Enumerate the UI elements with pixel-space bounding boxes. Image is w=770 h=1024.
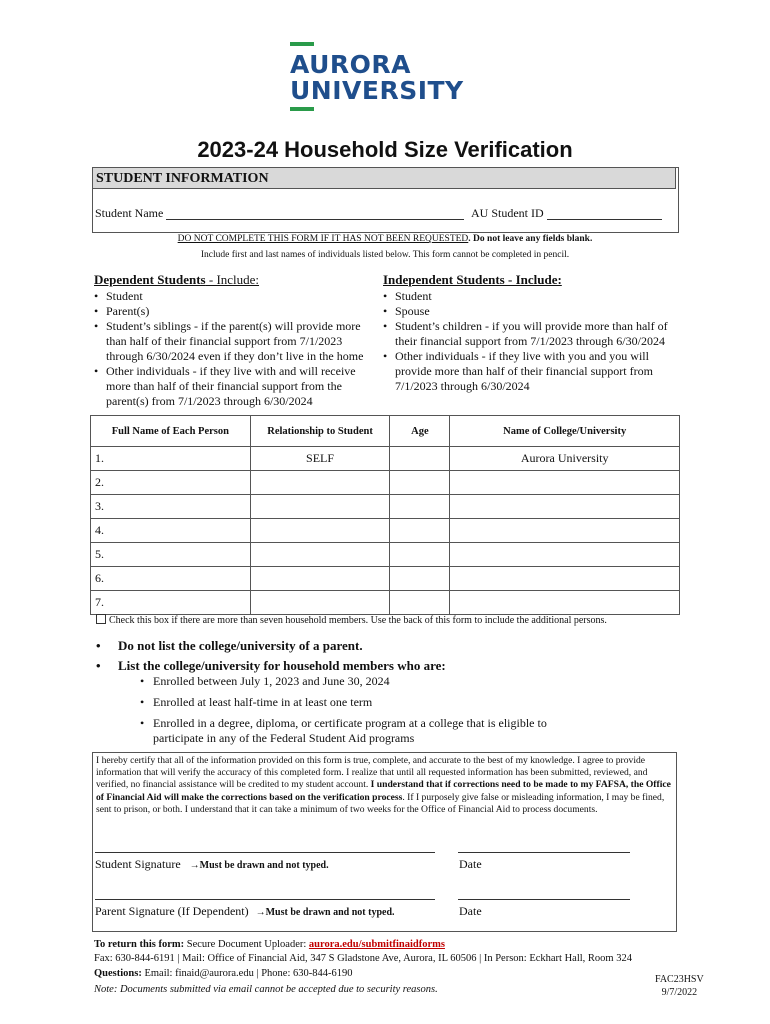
student-date-field[interactable] (458, 852, 630, 853)
cell-college[interactable]: Aurora University (450, 447, 680, 471)
cell-relationship[interactable] (250, 567, 390, 591)
rule-text: Do not list the college/university of a parent. (118, 638, 363, 653)
list-item: • Enrolled at least half-time in at least one term (140, 695, 373, 709)
logo-bar-bottom (290, 107, 314, 111)
cert-text-bold: I understand that if corrections need to be made to my FAFSA, the Office of Financial Aid will make the corrections based on the verification process (96, 779, 671, 803)
logo-line-2: UNIVERSITY (290, 76, 464, 105)
cell-relationship[interactable] (250, 591, 390, 615)
cell-age[interactable] (390, 567, 450, 591)
enrollment-text: Enrolled between July 1, 2023 and June 30, 2024 (153, 674, 390, 688)
list-item: • Student’s children - if you will provide more than half of their financial support from 7/1/2023 through 6/30/2024 (383, 319, 673, 349)
enrollment-text: Enrolled in a degree, diploma, or certificate program at a college that is eligible to participate in any of the Federal Student Aid programs (153, 716, 547, 745)
instruction-line: Include first and last names of individuals listed below. This form cannot be completed in pencil. (200, 250, 570, 260)
list-item: • Student (94, 289, 380, 304)
rule-text: List the college/university for household members who are: (118, 658, 446, 673)
cell-name[interactable]: 4. (91, 519, 251, 543)
cell-age[interactable] (390, 495, 450, 519)
cell-relationship[interactable]: SELF (250, 447, 390, 471)
parent-date-label: Date (459, 904, 482, 918)
return-label: To return this form: (94, 939, 185, 950)
questions-label: Questions: (94, 968, 142, 979)
col-header-college: Name of College/University (450, 416, 680, 447)
table-row (91, 519, 680, 543)
dependent-heading-bold: Dependent Students (94, 272, 206, 287)
form-code: FAC23HSV (655, 974, 704, 985)
fax-line: Fax: 630-844-6191 | Mail: Office of Financial Aid, 347 S Gladstone Ave, Aurora, IL 60506 | In Person: Eckhart Hall, Room 324 (94, 953, 632, 964)
cell-age[interactable] (390, 543, 450, 567)
student-info-header: STUDENT INFORMATION (92, 167, 676, 189)
cell-college[interactable] (450, 471, 680, 495)
questions-text: Email: finaid@aurora.edu | Phone: 630-844-6190 (141, 968, 353, 979)
independent-list (383, 289, 673, 394)
extra-members-checkbox[interactable] (96, 614, 106, 624)
list-item: • Other individuals - if they live with you and you will provide more than half of their financial support from 7/1/2023 through 6/30/2024 (383, 349, 673, 394)
notice-bold: . Do not leave any fields blank. (468, 234, 593, 244)
logo-bar-top (290, 42, 314, 46)
table-row (91, 471, 680, 495)
col-header-full-name: Full Name of Each Person (91, 416, 251, 447)
student-id-label: AU Student ID (471, 206, 544, 220)
security-note: Note: Documents submitted via email cannot be accepted due to security reasons. (94, 984, 438, 995)
form-code-block (655, 973, 704, 999)
uploader-link[interactable]: aurora.edu/submitfinaidforms (308, 939, 445, 950)
certification-text (96, 755, 674, 816)
list-item: • Parent(s) (94, 304, 380, 319)
student-signature-label: Student Signature (95, 857, 181, 871)
enrollment-list (140, 674, 570, 746)
student-signature-note: →Must be drawn and not typed. (189, 860, 329, 871)
parent-signature-field[interactable] (95, 899, 435, 900)
extra-members-row (96, 614, 607, 626)
cell-age[interactable] (390, 519, 450, 543)
cell-college[interactable] (450, 567, 680, 591)
cell-college[interactable] (450, 495, 680, 519)
extra-members-label: Check this box if there are more than seven household members. Use the back of this form to include the additional persons. (109, 615, 607, 626)
cell-name[interactable]: 6. (91, 567, 251, 591)
cell-relationship[interactable] (250, 543, 390, 567)
cell-age[interactable] (390, 591, 450, 615)
page-title: 2023-24 Household Size Verification (197, 137, 573, 162)
cell-college[interactable] (450, 591, 680, 615)
list-item: • Student’s siblings - if the parent(s) will provide more than half of their financial support from 7/1/2023 through 6/30/2024 even if they don’t live in the home (94, 319, 380, 364)
cell-age[interactable] (390, 471, 450, 495)
student-signature-field[interactable] (95, 852, 435, 853)
aurora-university-logo (290, 42, 480, 114)
household-table (90, 415, 680, 615)
table-header-row (91, 416, 680, 447)
list-item: • Spouse (383, 304, 673, 319)
notice-underlined: DO NOT COMPLETE THIS FORM IF IT HAS NOT BEEN REQUESTED (177, 234, 469, 244)
student-id-field[interactable] (547, 219, 662, 220)
cell-name[interactable]: 1. (91, 447, 251, 471)
col-header-age: Age (390, 416, 450, 447)
student-date-label: Date (459, 857, 482, 871)
cell-name[interactable]: 3. (91, 495, 251, 519)
cert-text-1: I hereby certify that all of the information provided on this form is true, complete, and accurate to the best of my knowledge. I agree to provide information that will verify the accuracy of this completed form. I realize that until all requested information has been submitted, reviewed, and verified, no financial assistance will be credited to my student account. (96, 755, 648, 791)
rules-list (96, 636, 656, 676)
notice-line (0, 234, 770, 244)
table-row (91, 543, 680, 567)
table-row (91, 591, 680, 615)
list-item: • Other individuals - if they live with and will receive more than half of their financial support from the parent(s) from 7/1/2023 through 6/30/2024 (94, 364, 380, 409)
logo-line-1: AURORA (290, 50, 411, 79)
cell-name[interactable]: 5. (91, 543, 251, 567)
table-row (91, 567, 680, 591)
dependent-heading-rest: - Include: (205, 272, 260, 287)
cell-relationship[interactable] (250, 471, 390, 495)
student-name-label: Student Name (95, 206, 164, 220)
form-date: 9/7/2022 (661, 987, 698, 998)
cell-name[interactable]: 7. (91, 591, 251, 615)
parent-signature-label: Parent Signature (If Dependent) (95, 904, 249, 918)
cell-college[interactable] (450, 519, 680, 543)
student-name-field[interactable] (166, 219, 464, 220)
table-row (91, 495, 680, 519)
list-item: • Enrolled between July 1, 2023 and June 30, 2024 (140, 674, 390, 688)
cell-relationship[interactable] (250, 519, 390, 543)
return-text: Secure Document Uploader: (184, 939, 309, 950)
parent-date-field[interactable] (458, 899, 630, 900)
cell-age[interactable] (390, 447, 450, 471)
col-header-relationship: Relationship to Student (250, 416, 390, 447)
questions-line (94, 968, 353, 979)
rule-item: • Do not list the college/university of a parent. (96, 638, 363, 653)
dependent-list (94, 289, 380, 409)
list-item: • Enrolled in a degree, diploma, or certificate program at a college that is eligible to participate in any of the Federal Student Aid programs (140, 716, 547, 745)
table-row (91, 447, 680, 471)
rule-item: • List the college/university for household members who are: (96, 658, 446, 673)
return-line (94, 939, 445, 950)
parent-signature-note: →Must be drawn and not typed. (255, 907, 395, 918)
parent-signature-row (95, 904, 395, 919)
cell-relationship[interactable] (250, 495, 390, 519)
cell-college[interactable] (450, 543, 680, 567)
cert-text-2: . If I purposely give false or misleading information, I may be fined, sent to prison, or both. I understand that it can take a minimum of two weeks for the Office of Financial Aid to process documents. (96, 791, 665, 815)
enrollment-text: Enrolled at least half-time in at least one term (153, 695, 373, 709)
independent-heading: Independent Students - Include: (383, 272, 562, 287)
dependent-heading (94, 272, 259, 288)
student-signature-row (95, 857, 329, 872)
cell-name[interactable]: 2. (91, 471, 251, 495)
list-item: • Student (383, 289, 673, 304)
